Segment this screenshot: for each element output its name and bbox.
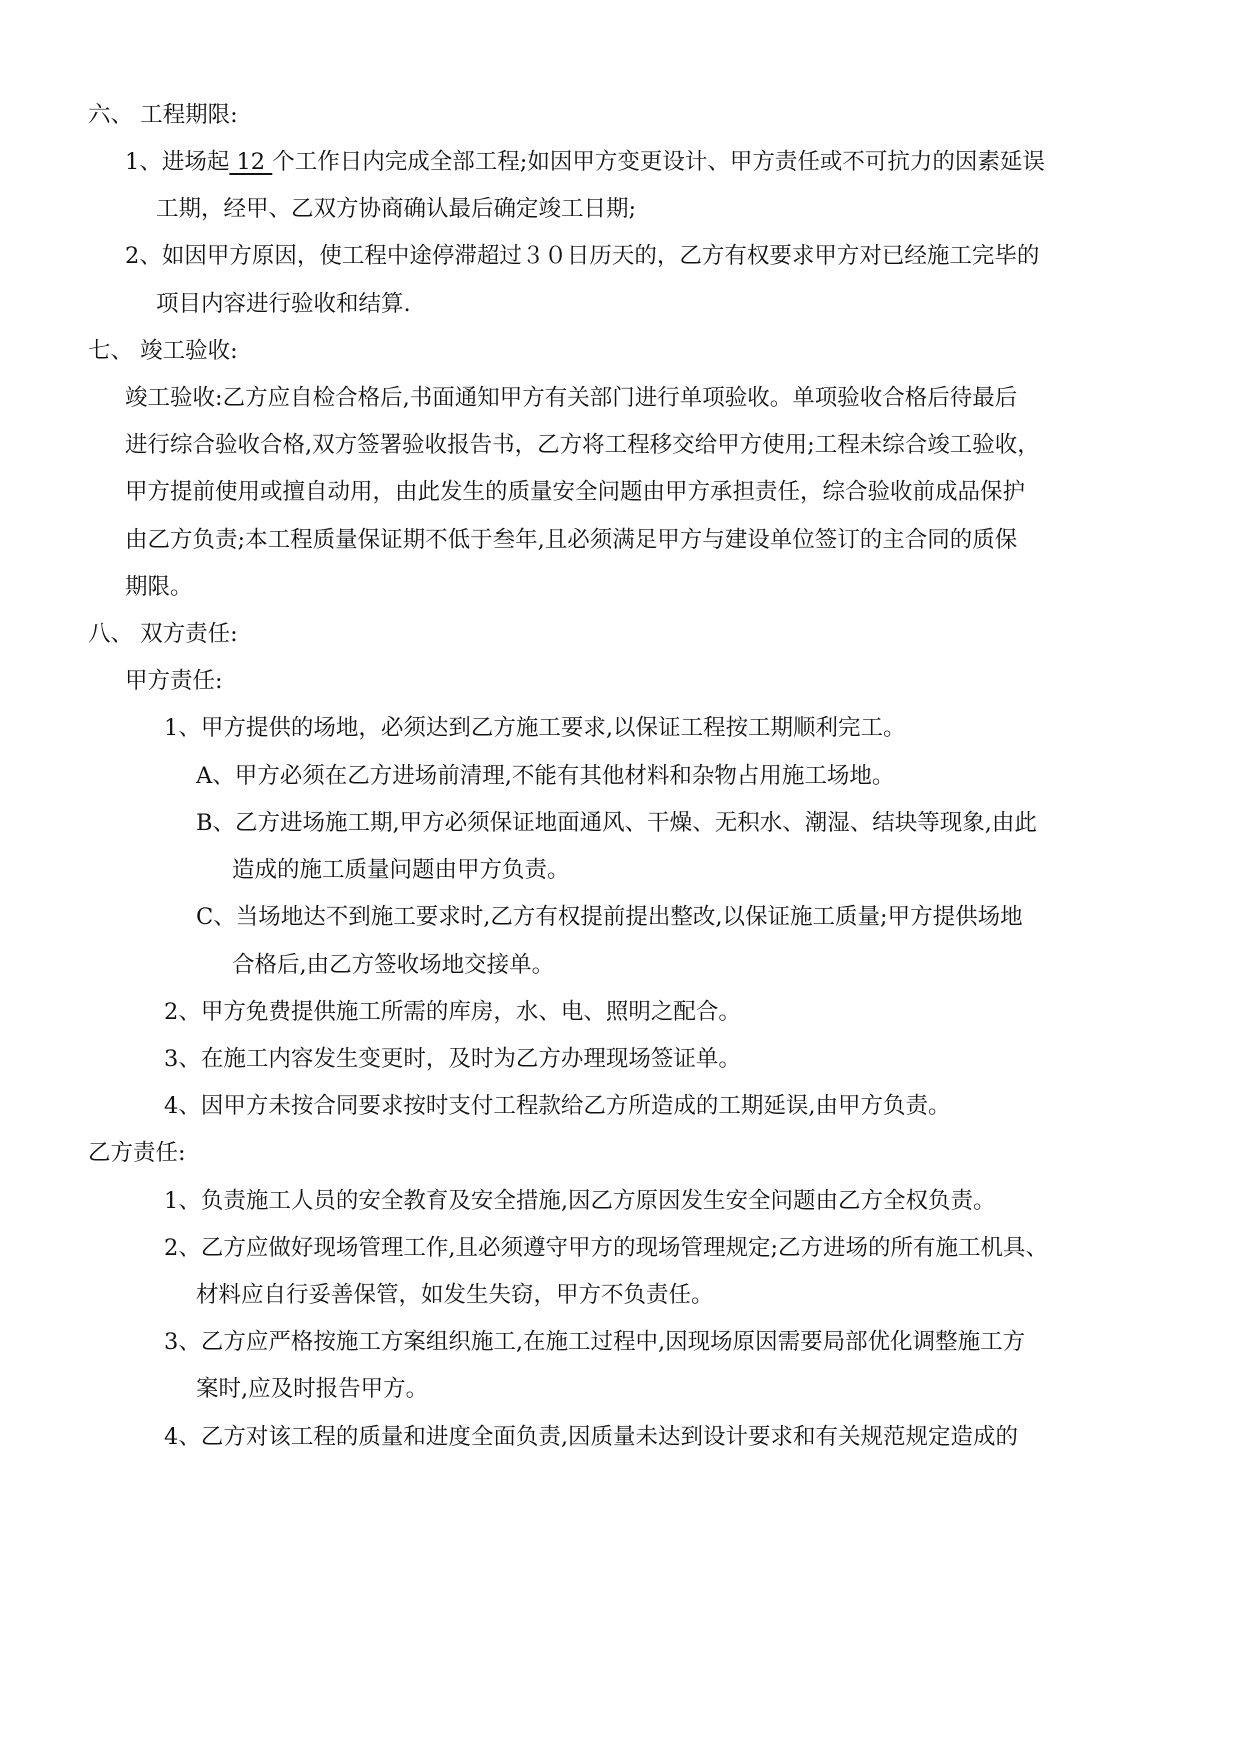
party-a-item-1: 1、甲方提供的场地，必须达到乙方施工要求,以保证工程按工期顺利完工。 [164, 715, 906, 741]
acceptance-para-line1: 竣工验收:乙方应自检合格后,书面通知甲方有关部门进行单项验收。单项验收合格后待最后 [125, 385, 1018, 411]
duration-item-2: 2、如因甲方原因，使工程中途停滞超过３０日历天的，乙方有权要求甲方对已经施工完毕的 [125, 243, 1040, 269]
party-a-item-3: 3、在施工内容发生变更时，及时为乙方办理现场签证单。 [164, 1046, 741, 1072]
section-heading-duration: 六、 工程期限: [88, 102, 238, 128]
acceptance-para-line2: 进行综合验收合格,双方签署验收报告书，乙方将工程移交给甲方使用;工程未综合竣工验收， [125, 432, 1040, 458]
party-a-item-2: 2、甲方免费提供施工所需的库房，水、电、照明之配合。 [164, 999, 741, 1025]
acceptance-para-line5: 期限。 [125, 574, 193, 600]
party-a-item-1-b-line2: 造成的施工质量问题由甲方负责。 [232, 857, 570, 883]
party-a-title: 甲方责任: [125, 668, 223, 694]
acceptance-para-line3: 甲方提前使用或擅自动用，由此发生的质量安全问题由甲方承担责任，综合验收前成品保护 [125, 479, 1026, 505]
duration-item-1-line2: 工期，经甲、乙双方协商确认最后确定竣工日期; [156, 196, 637, 222]
party-b-item-2: 2、乙方应做好现场管理工作,且必须遵守甲方的现场管理规定;乙方进场的所有施工机具、 [164, 1235, 1049, 1261]
party-a-item-1-c: C、当场地达不到施工要求时,乙方有权提前提出整改,以保证施工质量;甲方提供场地 [196, 904, 1023, 930]
section-heading-responsibilities: 八、 双方责任: [88, 621, 238, 647]
party-a-item-4: 4、因甲方未按合同要求按时支付工程款给乙方所造成的工期延误,由甲方负责。 [164, 1093, 951, 1119]
duration-item-1-suffix: 个工作日内完成全部工程;如因甲方变更设计、甲方责任或不可抗力的因素延误 [272, 149, 1045, 175]
duration-item-1-prefix: 1、进场起 [125, 149, 230, 175]
party-b-item-4: 4、乙方对该工程的质量和进度全面负责,因质量未达到设计要求和有关规范规定造成的 [164, 1424, 1018, 1450]
party-b-item-3-line2: 案时,应及时报告甲方。 [196, 1376, 429, 1402]
party-a-item-1-b: B、乙方进场施工期,甲方必须保证地面通风、干燥、无积水、潮湿、结块等现象,由此 [196, 810, 1037, 836]
party-b-title: 乙方责任: [88, 1140, 186, 1166]
acceptance-para-line4: 由乙方负责;本工程质量保证期不低于叁年,且必须满足甲方与建设单位签订的主合同的质保 [125, 527, 1018, 553]
party-a-item-1-a: A、甲方必须在乙方进场前清理,不能有其他材料和杂物占用施工场地。 [196, 763, 895, 789]
work-days-value: 12 [229, 149, 273, 175]
section-heading-acceptance: 七、 竣工验收: [88, 338, 238, 364]
party-b-item-1: 1、负责施工人员的安全教育及安全措施,因乙方原因发生安全问题由乙方全权负责。 [164, 1188, 996, 1214]
party-b-item-3: 3、乙方应严格按施工方案组织施工,在施工过程中,因现场原因需要局部优化调整施工方 [164, 1329, 1026, 1355]
party-a-item-1-c-line2: 合格后,由乙方签收场地交接单。 [232, 952, 555, 978]
duration-item-2-line2: 项目内容进行验收和结算. [156, 291, 411, 317]
party-b-item-2-line2: 材料应自行妥善保管，如发生失窃，甲方不负责任。 [196, 1282, 714, 1308]
duration-item-1 [125, 151, 1045, 174]
